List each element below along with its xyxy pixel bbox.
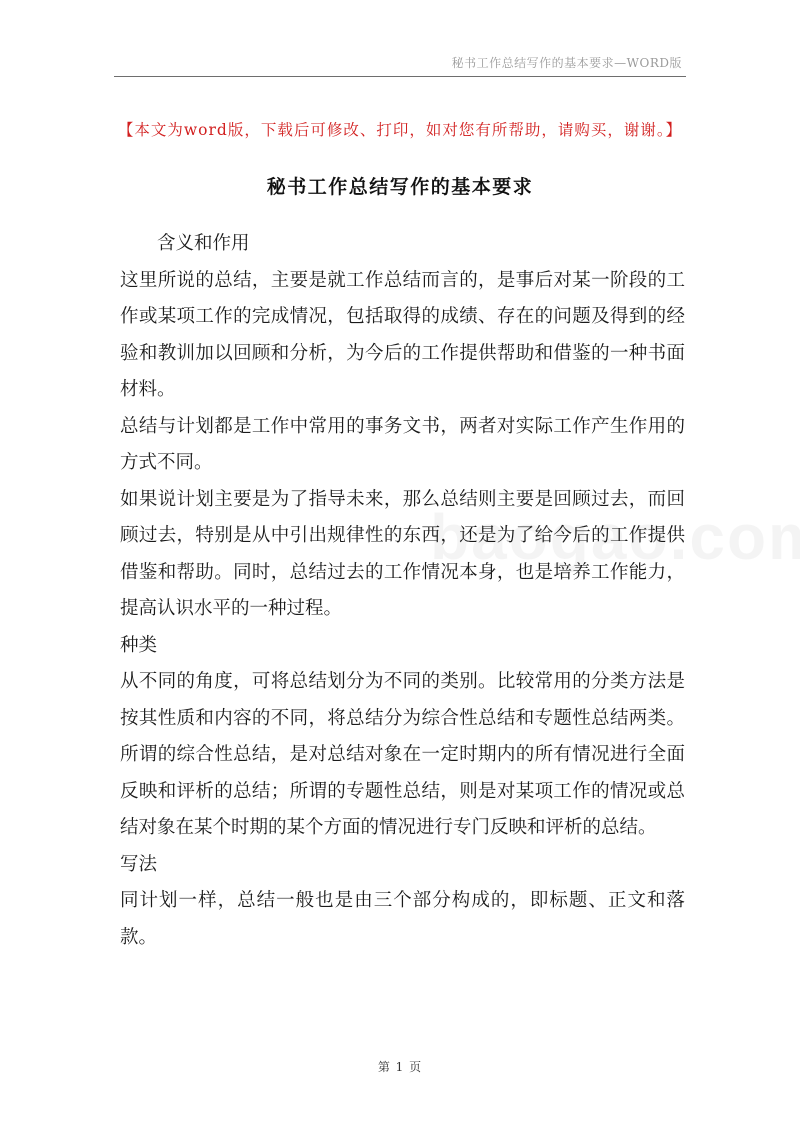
purchase-notice: 【本文为word版，下载后可修改、打印，如对您有所帮助，请购买，谢谢。】 <box>117 121 683 139</box>
page-number: 第 1 页 <box>377 1060 423 1074</box>
paragraph: 同计划一样，总结一般也是由三个部分构成的，即标题、正文和落款。 <box>120 890 685 948</box>
header-divider <box>114 76 686 77</box>
running-header: 秘书工作总结写作的基本要求—WORD版 <box>451 56 682 70</box>
section-heading-types: 种类 <box>120 634 158 656</box>
document-body <box>120 226 685 956</box>
paragraph: 这里所说的总结，主要是就工作总结而言的，是事后对某一阶段的工作或某项工作的完成情况，包括取得的成绩、存在的问题及得到的经验和教训加以回顾和分析，为今后的工作提供帮助和借鉴的一种书面材料。 <box>120 269 685 400</box>
section-heading-writing: 写法 <box>120 853 158 875</box>
paragraph: 总结与计划都是工作中常用的事务文书，两者对实际工作产生作用的方式不同。 <box>120 415 685 473</box>
section-heading-meaning: 含义和作用 <box>157 233 250 254</box>
paragraph: 如果说计划主要是为了指导未来，那么总结则主要是回顾过去，而回顾过去，特别是从中引出规律性的东西，还是为了给今后的工作提供借鉴和帮助。同时，总结过去的工作情况本身，也是培养工作能力，提高认识水平的一种过程。 <box>120 488 685 619</box>
document-title: 秘书工作总结写作的基本要求 <box>266 176 534 198</box>
paragraph: 从不同的角度，可将总结划分为不同的类别。比较常用的分类方法是按其性质和内容的不同，将总结分为综合性总结和专题性总结两类。所谓的综合性总结，是对总结对象在一定时期内的所有情况进行全面反映和评析的总结；所谓的专题性总结，则是对某项工作的情况或总结对象在某个时期的某个方面的情况进行专门反映和评析的总结。 <box>120 671 685 838</box>
